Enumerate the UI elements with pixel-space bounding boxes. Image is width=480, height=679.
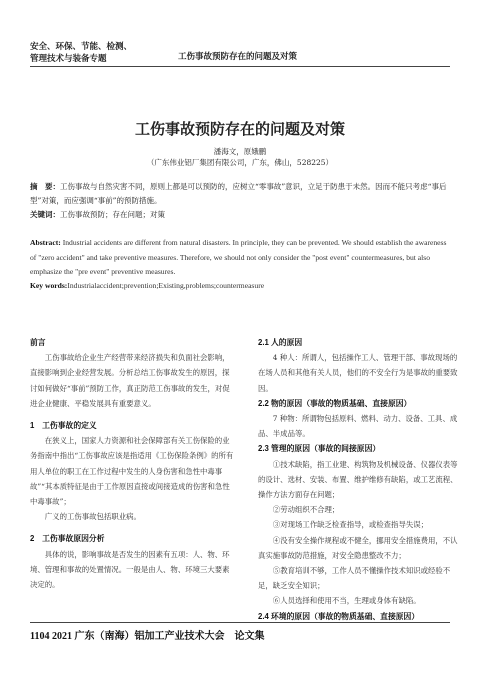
abstract-en xyxy=(30,236,452,280)
paragraph-2-2: 7 种物：所谓物包括原料、燃料、动力、设备、工具、成品、半成品等。 xyxy=(258,414,458,439)
keywords-cn-text: 工伤事故预防；存在问题；对策 xyxy=(60,210,165,219)
footer-rule xyxy=(30,622,450,623)
keywords-en xyxy=(30,281,264,290)
running-title: 工伤事故预防存在的问题及对策 xyxy=(178,51,298,61)
abstract-en-label: Abstract: xyxy=(30,238,61,247)
heading-2-4: 2.4 环境的原因（事故的物质基础、直接原因） xyxy=(258,611,420,621)
heading-section-1: 1 工伤事故的定义 xyxy=(30,421,97,431)
page-footer: 1104 2021 广东（南海）铝加工产业技术大会 论文集 xyxy=(30,631,265,642)
abstract-en-text: Industrial accidents are different from natural disasters. In principle, they can be prevented. We should establish the awareness of "zero accident" and take preventive measures. Therefore, we should not only consider the "post event" countermeasures, but also emphasize the "pre event" preventive measures. xyxy=(30,238,447,276)
keywords-cn xyxy=(30,209,165,220)
journal-section-label xyxy=(30,40,132,64)
abstract-cn-text: 工伤事故与自然灾害不同，原则上都是可以预防的，应树立“零事故”意识，立足于防患于未然。因而不能只考虑“事后型”对策，而应强调“事前”的预防措施。 xyxy=(30,182,447,205)
list-item: ⑥人员选择和使用不当，生理或身体有缺陷。 xyxy=(272,596,421,606)
abstract-cn xyxy=(30,180,450,208)
left-column xyxy=(30,335,235,592)
right-column xyxy=(258,335,458,624)
header-rule xyxy=(30,66,450,67)
affiliation: （广东伟业铝厂集团有限公司，广东，佛山，528225） xyxy=(146,158,334,167)
abstract-cn-label: 摘 要： xyxy=(30,182,60,191)
heading-preface: 前言 xyxy=(30,338,46,347)
journal-line-2: 管理技术与装备专题 xyxy=(30,53,107,63)
paragraph-1a: 在狭义上，国家人力资源和社会保障部有关工伤保险的业务指南中指出“工伤事故应该是指适用《工伤保险条例》的所有用人单位的职工在工作过程中发生的人身伤害和急性中毒事故”“其本质特征是由于工作原因直接或间接造成的伤害和急性中毒事故”； xyxy=(30,436,234,507)
authors: 潘海文，原娥鹏 xyxy=(213,147,267,156)
paper-title: 工伤事故预防存在的问题及对策 xyxy=(134,120,345,138)
paragraph-2-1: 4 种人：所谓人，包括操作工人、管理干部、事故现场的在场人员和其他有关人员，他们的不安全行为是事故的重要致因。 xyxy=(258,353,458,393)
keywords-cn-label: 关键词： xyxy=(30,210,60,219)
keywords-en-text: Industrialaccident;prevention;Existing,problems;countermeasure xyxy=(67,281,265,290)
heading-2-3: 2.3 管理的原因（事故的间接原因） xyxy=(258,444,381,454)
list-item: ②劳动组织不合理； xyxy=(272,505,340,515)
list-item: ③对现场工作缺乏检查指导，或检查指导失误； xyxy=(272,520,429,530)
list-item: ⑤教育培训不够，工作人员不懂操作技术知识或经验不足，缺乏安全知识； xyxy=(258,566,451,591)
list-item: ④没有安全操作规程或不健全，挪用安全措施费用，不认真实施事故防范措施，对安全隐患整改不力； xyxy=(258,535,458,560)
heading-2-2: 2.2 物的原因（事故的物质基础、直接原因） xyxy=(258,398,412,408)
list-item: ①技术缺陷，指工业建、构筑物及机械设备、仪器仪表等的设计、选材、安装、布置、维护维修有缺陷，或工艺流程、操作方法方面存在问题； xyxy=(258,459,458,500)
keywords-en-label: Key words: xyxy=(30,281,68,290)
heading-section-2: 2 工伤事故原因分析 xyxy=(30,534,105,544)
paragraph-preface: 工伤事故给企业生产经营带来经济损失和负面社会影响，直接影响到企业经营发展。分析总结工伤事故发生的原因，探讨如何做好“事前”预防工作，真正防范工伤事故的发生，对促进企业健康、平稳发展具有重要意义。 xyxy=(30,353,230,408)
paragraph-1b: 广义的工伤事故包括职业病。 xyxy=(44,512,141,522)
paragraph-2: 具体的说，影响事故是否发生的因素有五项：人、物、环境、管理和事故的处置情况。一般是由人、物、环境三大要素决定的。 xyxy=(30,549,230,590)
heading-2-1: 2.1 人的原因 xyxy=(258,338,303,347)
journal-line-1: 安全、环保、节能、检测、 xyxy=(30,41,133,51)
